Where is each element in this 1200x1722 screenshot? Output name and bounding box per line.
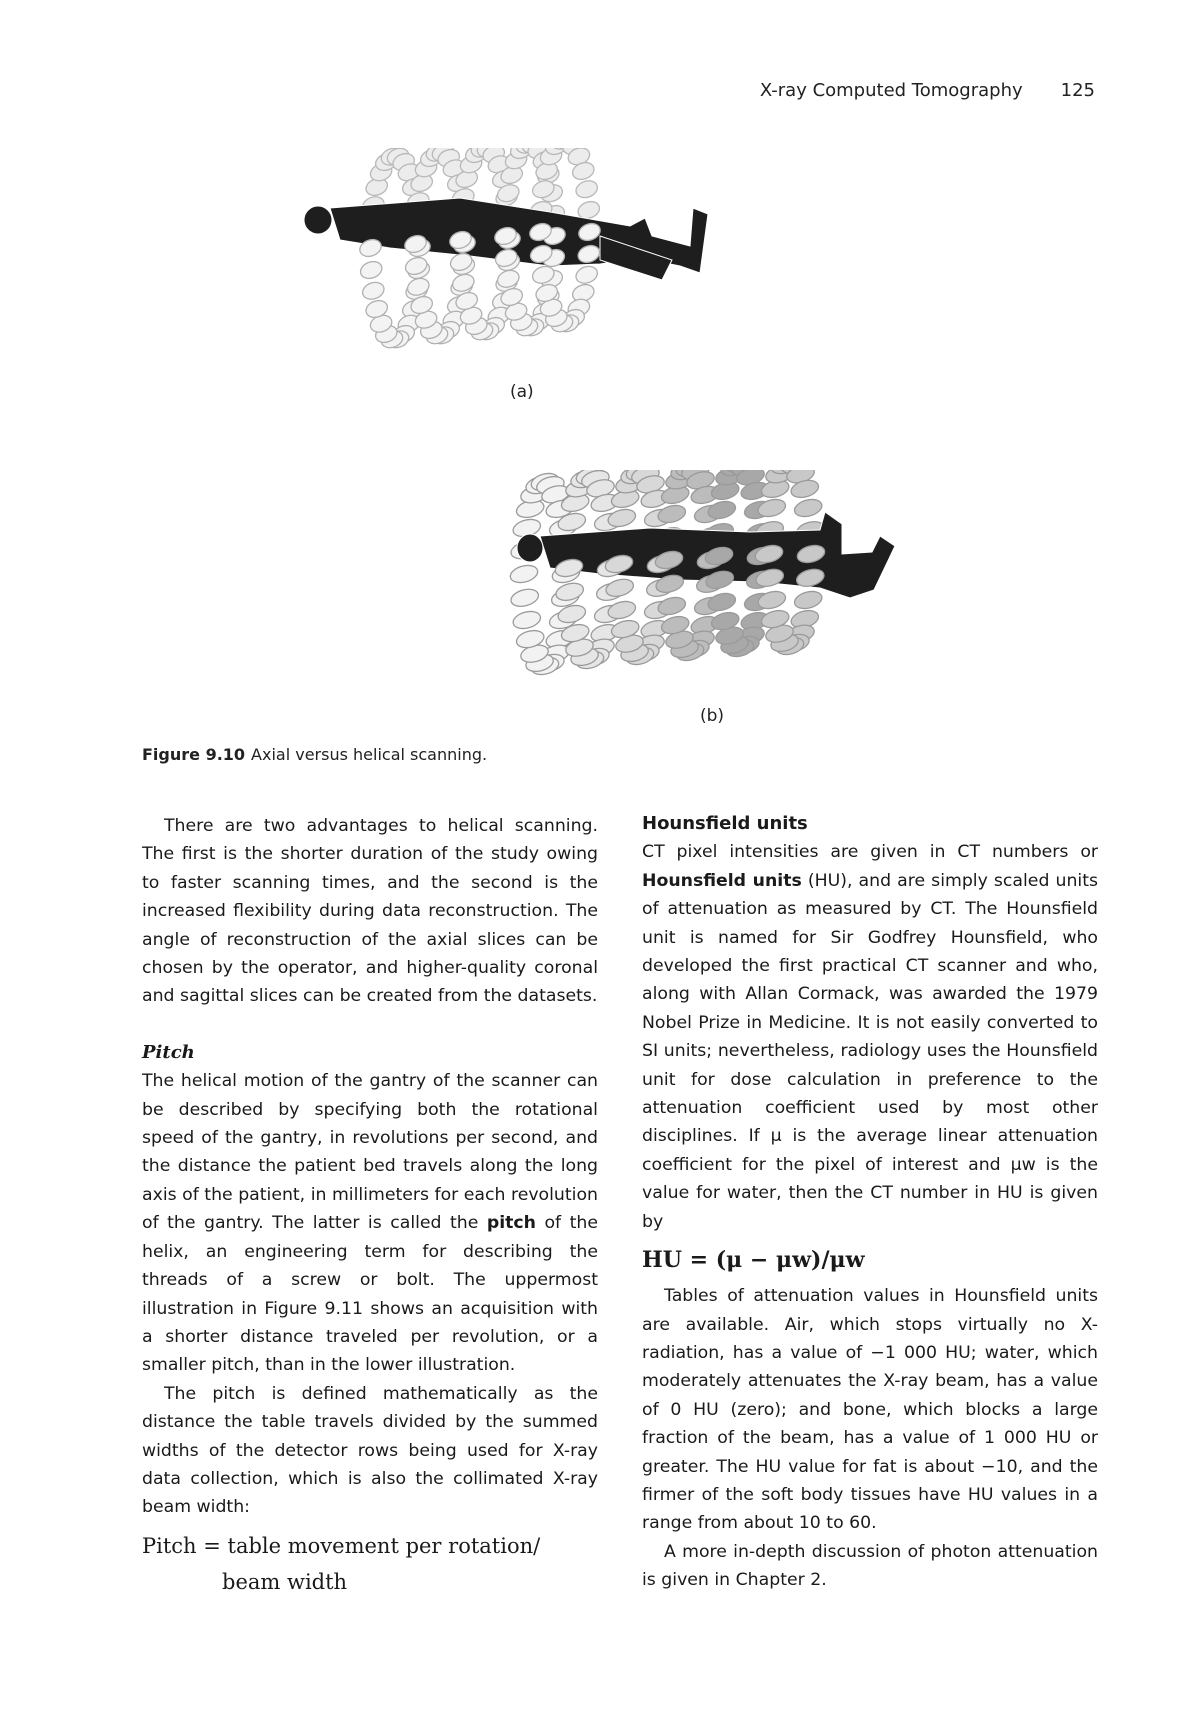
running-header [0,80,1095,101]
figure-caption-label: Figure 9.10 [142,745,246,764]
paragraph-pitch-definition: The helical motion of the gantry of the scanner can be described by specifying both the rotational speed of the gantry, in revolutions per second, and the distance the patient bed travels along the long axis of the patient, in millimeters for each revolution of the gantry. The latter is called the pitch of the helix, an engineering term for describing the threads of a screw or bolt. The uppermost illustration in Figure 9.11 shows an acquisition with a shorter distance traveled per revolution, or a smaller pitch, than in the lower illustration. [142,1071,598,1376]
section-heading-hounsfield: Hounsfield units [642,813,808,834]
gantry-ring-segment [574,264,600,287]
gantry-ring-segment [574,178,600,201]
left-column [142,812,598,1604]
paragraph-helical-advantages: There are two advantages to helical scanning. The first is the shorter duration of the study owing to faster scanning times, and the second is the increased flexibility during data reconstruction. The angle of reconstruction of the axial slices can be chosen by the operator, and higher-quality coronal and sagittal slices can be created from the datasets. [142,816,598,1007]
figure-helical-scanning [490,470,950,685]
gantry-ring-segment [508,563,539,586]
paragraph-attenuation-values: Tables of attenuation values in Hounsfield units are available. Air, which stops virtually no X-radiation, has a value of −1 000 HU; water, which moderately attenuates the X-ray beam, has a value of 0 HU (zero); and bone, which blocks a large fraction of the beam, has a value of 1 000 HU or greater. The HU value for fat is about −10, and the firmer of the soft body tissues have HU values in a range from about 10 to 60. [642,1286,1098,1534]
hounsfield-equation: HU = (μ − μw)/μw [642,1247,865,1274]
paragraph-hounsfield-definition: CT pixel intensities are given in CT numbers or Hounsfield units (HU), and are simply scaled units of attenuation as measured by CT. The Hounsfield unit is named for Sir Godfrey Hounsfield, who developed the first practical CT scanner and who, along with Allan Cormack, was awarded the 1979 Nobel Prize in Medicine. It is not easily converted to SI units; nevertheless, radiology uses the Hounsfield unit for dose calculation in preference to the attenuation coefficient used by most other disciplines. If μ is the average linear attenuation coefficient for the pixel of interest and μw is the value for water, then the CT number in HU is given by [642,842,1098,1232]
gantry-ring-segment [358,259,384,282]
term-pitch: pitch [486,1213,536,1234]
gantry-ring-segment [793,589,824,612]
gantry-ring-segment [511,609,542,632]
pitch-equation-line1: Pitch = table movement per rotation/ [142,1533,541,1558]
running-title: X-ray Computed Tomography [759,80,1023,101]
figure-axial-scanning [300,148,740,363]
figure-label-a: (a) [510,382,534,402]
section-heading-pitch: Pitch [142,1041,195,1063]
gantry-ring-segment [509,586,540,609]
paragraph-pitch-math: The pitch is defined mathematically as the distance the table travels divided by the summed widths of the detector rows being used for X-ray data collection, which is also the collimated X-ray beam width: [142,1383,598,1518]
paragraph-chapter-reference: A more in-depth discussion of photon attenuation is given in Chapter 2. [642,1541,1098,1591]
right-column [642,810,1098,1595]
gantry-ring-segment [793,497,824,520]
figure-caption-text: Axial versus helical scanning. [251,745,488,764]
figure-caption [142,745,487,764]
page-number: 125 [1060,80,1095,101]
pitch-equation [142,1528,598,1600]
figure-label-b: (b) [700,706,725,726]
term-hounsfield-units: Hounsfield units [642,870,802,891]
gantry-ring-segment [360,280,386,303]
pitch-equation-line2: beam width [222,1569,348,1594]
